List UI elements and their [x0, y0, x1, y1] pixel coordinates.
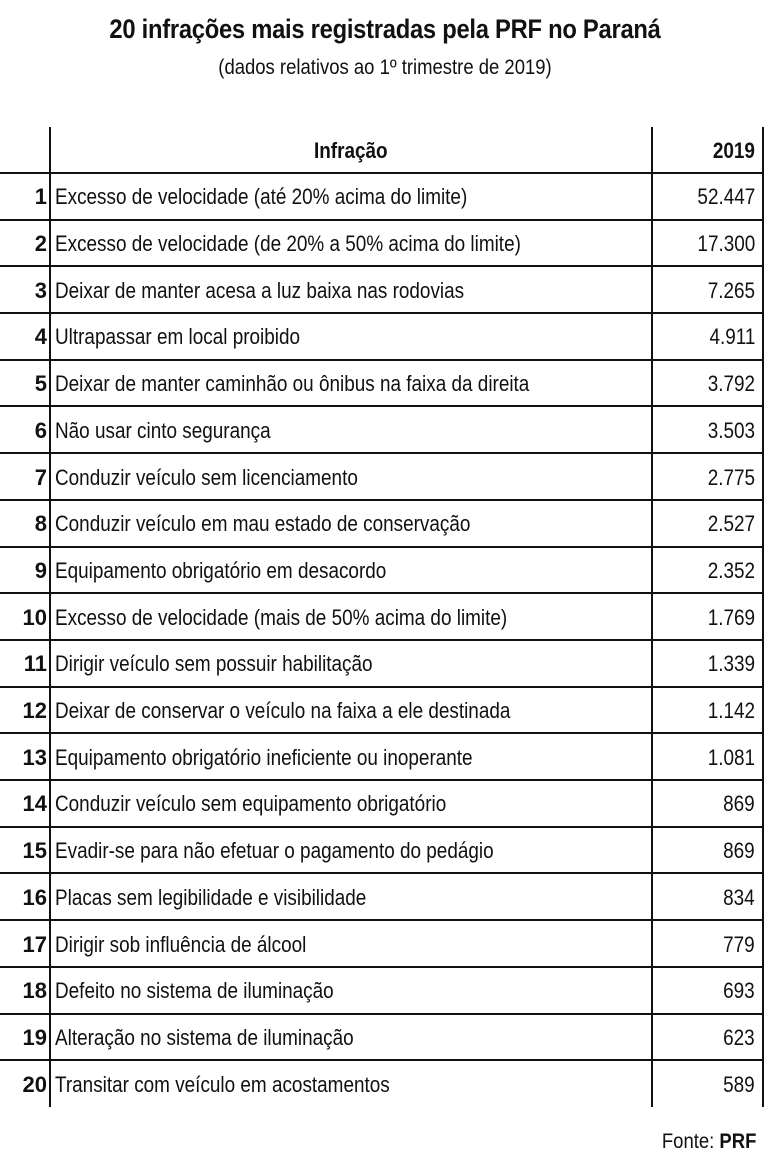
row-infraction: Dirigir sob influência de álcool: [55, 931, 307, 957]
row-value: 17.300: [697, 231, 755, 257]
row-value: 1.142: [707, 698, 755, 724]
row-rank: 13: [22, 744, 47, 770]
row-infraction: Transitar com veículo em acostamentos: [55, 1071, 390, 1097]
row-rank: 1: [34, 184, 47, 210]
row-rank: 15: [22, 838, 47, 864]
table-row: [0, 734, 770, 781]
row-infraction: Não usar cinto segurança: [55, 417, 271, 443]
table-row: [0, 828, 770, 875]
row-value: 589: [723, 1071, 755, 1097]
row-rank: 12: [22, 698, 47, 724]
row-rank: 6: [34, 417, 47, 443]
row-rank: 4: [34, 324, 47, 350]
table-row: [0, 408, 770, 455]
table-row: [0, 875, 770, 922]
row-rank: 18: [22, 978, 47, 1004]
row-infraction: Equipamento obrigatório em desacordo: [55, 557, 387, 583]
source-name: PRF: [719, 1130, 756, 1153]
table-row: [0, 501, 770, 548]
row-infraction: Evadir-se para não efetuar o pagamento do pedágio: [55, 838, 494, 864]
column-header-infraction: Infração: [314, 137, 388, 163]
row-infraction: Equipamento obrigatório ineficiente ou inoperante: [55, 744, 473, 770]
row-infraction: Defeito no sistema de iluminação: [55, 978, 334, 1004]
page-title: 20 infrações mais registradas pela PRF no Paraná: [109, 14, 661, 44]
row-value: 834: [723, 884, 755, 910]
row-rank: 2: [34, 231, 47, 257]
table-row: [0, 454, 770, 501]
table-row: [0, 1015, 770, 1062]
row-value: 4.911: [709, 324, 755, 350]
row-rank: 9: [34, 557, 47, 583]
row-value: 7.265: [707, 277, 755, 303]
row-value: 623: [723, 1024, 755, 1050]
row-value: 2.527: [707, 511, 755, 537]
source-credit: [661, 1130, 756, 1154]
row-value: 1.769: [707, 604, 755, 630]
table-row: [0, 921, 770, 968]
column-header-year: 2019: [712, 137, 755, 163]
row-value: 779: [723, 931, 755, 957]
row-value: 869: [723, 791, 755, 817]
source-label: Fonte:: [661, 1130, 714, 1153]
row-value: 1.339: [707, 651, 755, 677]
table-row: [0, 548, 770, 595]
row-rank: 14: [22, 791, 47, 817]
row-infraction: Alteração no sistema de iluminação: [55, 1024, 354, 1050]
row-rank: 8: [34, 511, 47, 537]
row-value: 3.792: [707, 371, 755, 397]
row-rank: 5: [34, 371, 47, 397]
row-rank: 20: [22, 1071, 47, 1097]
row-value: 693: [723, 978, 755, 1004]
table-row: [0, 688, 770, 735]
row-value: 52.447: [697, 184, 755, 210]
row-rank: 10: [22, 604, 47, 630]
row-infraction: Conduzir veículo em mau estado de conservação: [55, 511, 471, 537]
row-value: 2.352: [707, 557, 755, 583]
table-row: [0, 361, 770, 408]
row-rank: 17: [22, 931, 47, 957]
table-row: [0, 267, 770, 314]
row-infraction: Excesso de velocidade (até 20% acima do limite): [55, 184, 468, 210]
table-row: [0, 781, 770, 828]
table-row: [0, 594, 770, 641]
row-value: 2.775: [707, 464, 755, 490]
row-infraction: Ultrapassar em local proibido: [55, 324, 301, 350]
table-row: [0, 968, 770, 1015]
row-value: 1.081: [707, 744, 755, 770]
page-subtitle: (dados relativos ao 1º trimestre de 2019): [218, 56, 552, 79]
row-infraction: Conduzir veículo sem equipamento obrigatório: [55, 791, 447, 817]
row-rank: 3: [34, 277, 47, 303]
table-row: [0, 221, 770, 268]
row-rank: 11: [23, 651, 47, 677]
table-row: [0, 1061, 770, 1108]
table-row: [0, 314, 770, 361]
table-header-row: [0, 127, 770, 174]
row-rank: 16: [22, 884, 47, 910]
row-infraction: Deixar de manter caminhão ou ônibus na faixa da direita: [55, 371, 530, 397]
row-infraction: Deixar de manter acesa a luz baixa nas rodovias: [55, 277, 465, 303]
row-value: 869: [723, 838, 755, 864]
row-infraction: Excesso de velocidade (mais de 50% acima do limite): [55, 604, 508, 630]
table-row: [0, 641, 770, 688]
row-value: 3.503: [707, 417, 755, 443]
row-infraction: Conduzir veículo sem licenciamento: [55, 464, 358, 490]
row-infraction: Excesso de velocidade (de 20% a 50% acima do limite): [55, 231, 521, 257]
row-infraction: Deixar de conservar o veículo na faixa a ele destinada: [55, 698, 511, 724]
row-infraction: Placas sem legibilidade e visibilidade: [55, 884, 367, 910]
row-infraction: Dirigir veículo sem possuir habilitação: [55, 651, 373, 677]
row-rank: 7: [34, 464, 47, 490]
table-row: [0, 174, 770, 221]
row-rank: 19: [22, 1024, 47, 1050]
